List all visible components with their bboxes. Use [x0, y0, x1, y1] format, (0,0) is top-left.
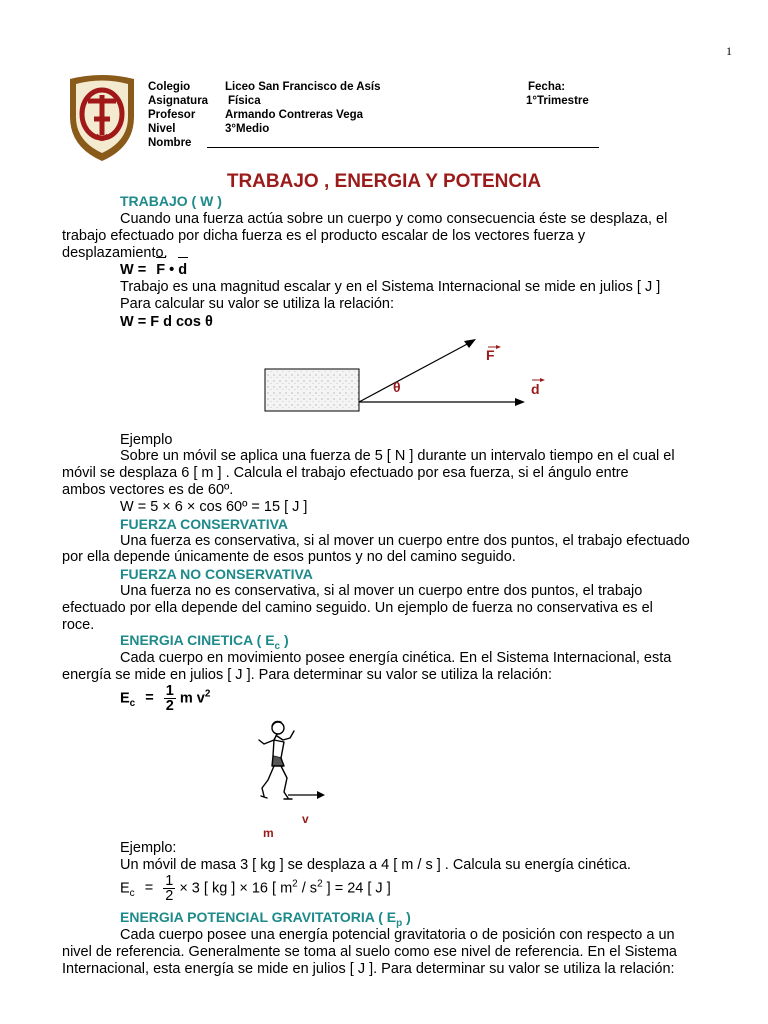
runner-icon: [250, 718, 330, 810]
ejemplo2-line1: Un móvil de masa 3 [ kg ] se desplaza a 4 [ m / s ] . Calcula su energía cinética.: [120, 857, 631, 873]
diagram-theta-label: θ: [393, 379, 401, 395]
ec-heading-end: ): [280, 632, 289, 648]
trabajo-p1-line2: trabajo efectuado por dicha fuerza es el producto escalar de los vectores fuerza y: [62, 228, 586, 244]
ejemplo2-label: Ejemplo:: [120, 840, 177, 856]
ec-heading-sub: c: [274, 640, 281, 652]
ej2-rest3: ] = 24 [ J ]: [322, 880, 391, 897]
vector-arrow-d: [178, 257, 188, 258]
trabajo-p3: Para calcular su valor se utiliza la relación:: [120, 296, 395, 312]
energia-potencial-heading: [120, 909, 411, 929]
ec-frac-den: 2: [165, 698, 174, 714]
energia-cinetica-line2: energía se mide en julios [ J ]. Para determinar su valor se utiliza la relación:: [62, 667, 553, 683]
nivel-value: 3°Medio: [225, 123, 270, 135]
ec-heading-main: ENERGIA CINETICA ( E: [120, 632, 275, 648]
energia-potencial-line2: nivel de referencia. Generalmente se toma al suelo como ese nivel de referencia. En el Sistema: [62, 944, 677, 960]
ec-formula-sub: c: [129, 698, 136, 710]
ej2-rest1: × 3 [ kg ] × 16 [ m: [179, 880, 293, 897]
energia-cinetica-line1: Cada cuerpo en movimiento posee energía cinética. En el Sistema Internacional, esta: [120, 650, 672, 666]
nombre-line: [207, 147, 599, 148]
colegio-value: Liceo San Francisco de Asís: [225, 81, 381, 93]
ej2-sup2: 2: [317, 878, 323, 890]
ej2-fraction: [163, 874, 175, 903]
ejemplo1-line2: móvil se desplaza 6 [ m ] . Calcula el trabajo efectuado por esa fuerza, si el ángulo entre: [62, 465, 629, 481]
energia-potencial-line1: Cada cuerpo posee una energía potencial gravitatoria o de posición con respecto a un: [120, 927, 675, 943]
work-vector-diagram: [255, 332, 555, 414]
ejemplo2-formula: [120, 874, 391, 903]
ec-formula-e: E: [120, 690, 130, 707]
ej2-eq: =: [144, 880, 154, 897]
ejemplo1-line3: ambos vectores es de 60º.: [62, 482, 234, 498]
profesor-label: Profesor: [148, 109, 196, 121]
energia-potencial-line3: Internacional, esta energía se mide en julios [ J ]. Para determinar su valor se utiliza la relación:: [62, 961, 675, 977]
trabajo-formula2: W = F d cos θ: [120, 314, 213, 330]
trabajo-p1-line3: desplazamiento.: [62, 245, 168, 261]
fuerza-conservativa-heading: FUERZA CONSERVATIVA: [120, 516, 289, 532]
ej2-frac-num: 1: [165, 873, 174, 889]
ej2-sub: c: [129, 888, 135, 900]
ep-heading-end: ): [402, 909, 411, 925]
fuerza-conservativa-line1: Una fuerza es conservativa, si al mover un cuerpo entre dos puntos, el trabajo efectuado: [120, 533, 690, 549]
ej2-sup1: 2: [292, 878, 298, 890]
ej2-frac-den: 2: [165, 888, 174, 904]
ej2-e: E: [120, 880, 130, 897]
nombre-label: Nombre: [148, 137, 192, 149]
diagram-m-label: m: [263, 826, 274, 840]
diagram-d-label: d: [531, 381, 540, 397]
fuerza-no-conservativa-line3: roce.: [62, 617, 95, 633]
formula-f: F: [156, 262, 166, 278]
vector-arrow-f: [156, 257, 166, 258]
asignatura-value: Física: [228, 95, 261, 107]
trabajo-p1-line1: Cuando una fuerza actúa sobre un cuerpo y como consecuencia éste se desplaza, el: [120, 211, 668, 227]
fuerza-no-conservativa-line1: Una fuerza no es conservativa, si al mover un cuerpo entre dos puntos, el trabajo: [120, 583, 643, 599]
colegio-label: Colegio: [148, 81, 191, 93]
trabajo-p2: Trabajo es una magnitud escalar y en el Sistema Internacional se mide en julios [ J ]: [120, 279, 661, 295]
diagram-v-label: v: [302, 812, 309, 826]
ec-formula-sup: 2: [204, 688, 211, 700]
ec-formula: [120, 684, 210, 713]
trabajo-formula: [120, 262, 187, 279]
ejemplo1-label: Ejemplo: [120, 432, 173, 448]
trimestre-label: 1°Trimestre: [526, 95, 589, 107]
ejemplo1-line1: Sobre un móvil se aplica una fuerza de 5 [ N ] durante un intervalo tiempo en el cual el: [120, 448, 675, 464]
school-crest-logo: [66, 73, 138, 163]
formula-w: W =: [120, 262, 147, 278]
energia-cinetica-heading: [120, 632, 289, 652]
profesor-value: Armando Contreras Vega: [225, 109, 364, 121]
trabajo-heading: TRABAJO ( W ): [120, 193, 222, 209]
formula-d: d: [178, 262, 188, 278]
fecha-label: Fecha:: [528, 81, 566, 93]
ep-heading-main: ENERGIA POTENCIAL GRAVITATORIA ( E: [120, 909, 397, 925]
asignatura-label: Asignatura: [148, 95, 209, 107]
page-number: 1: [726, 44, 732, 58]
fuerza-no-conservativa-line2: efectuado por ella depende del camino seguido. Un ejemplo de fuerza no conservativa es el: [62, 600, 653, 616]
body-block: [265, 369, 359, 411]
ejemplo1-result: W = 5 × 6 × cos 60º = 15 [ J ]: [120, 499, 308, 515]
formula-dot: •: [169, 262, 175, 278]
fuerza-conservativa-line2: por ella depende únicamente de esos puntos y no del camino seguido.: [62, 549, 516, 565]
diagram-f-label: F: [486, 347, 495, 363]
nivel-label: Nivel: [148, 123, 176, 135]
ec-frac-num: 1: [165, 683, 174, 699]
ec-formula-eq: =: [145, 690, 154, 707]
page-title: TRABAJO , ENERGIA Y POTENCIA: [226, 171, 542, 192]
ej2-rest2: / s: [297, 880, 318, 897]
ec-formula-mv: m v: [179, 690, 205, 707]
force-vector: [359, 342, 471, 402]
ep-heading-sub: p: [396, 917, 403, 929]
fuerza-no-conservativa-heading: FUERZA NO CONSERVATIVA: [120, 566, 313, 582]
ec-formula-fraction: [164, 684, 176, 713]
